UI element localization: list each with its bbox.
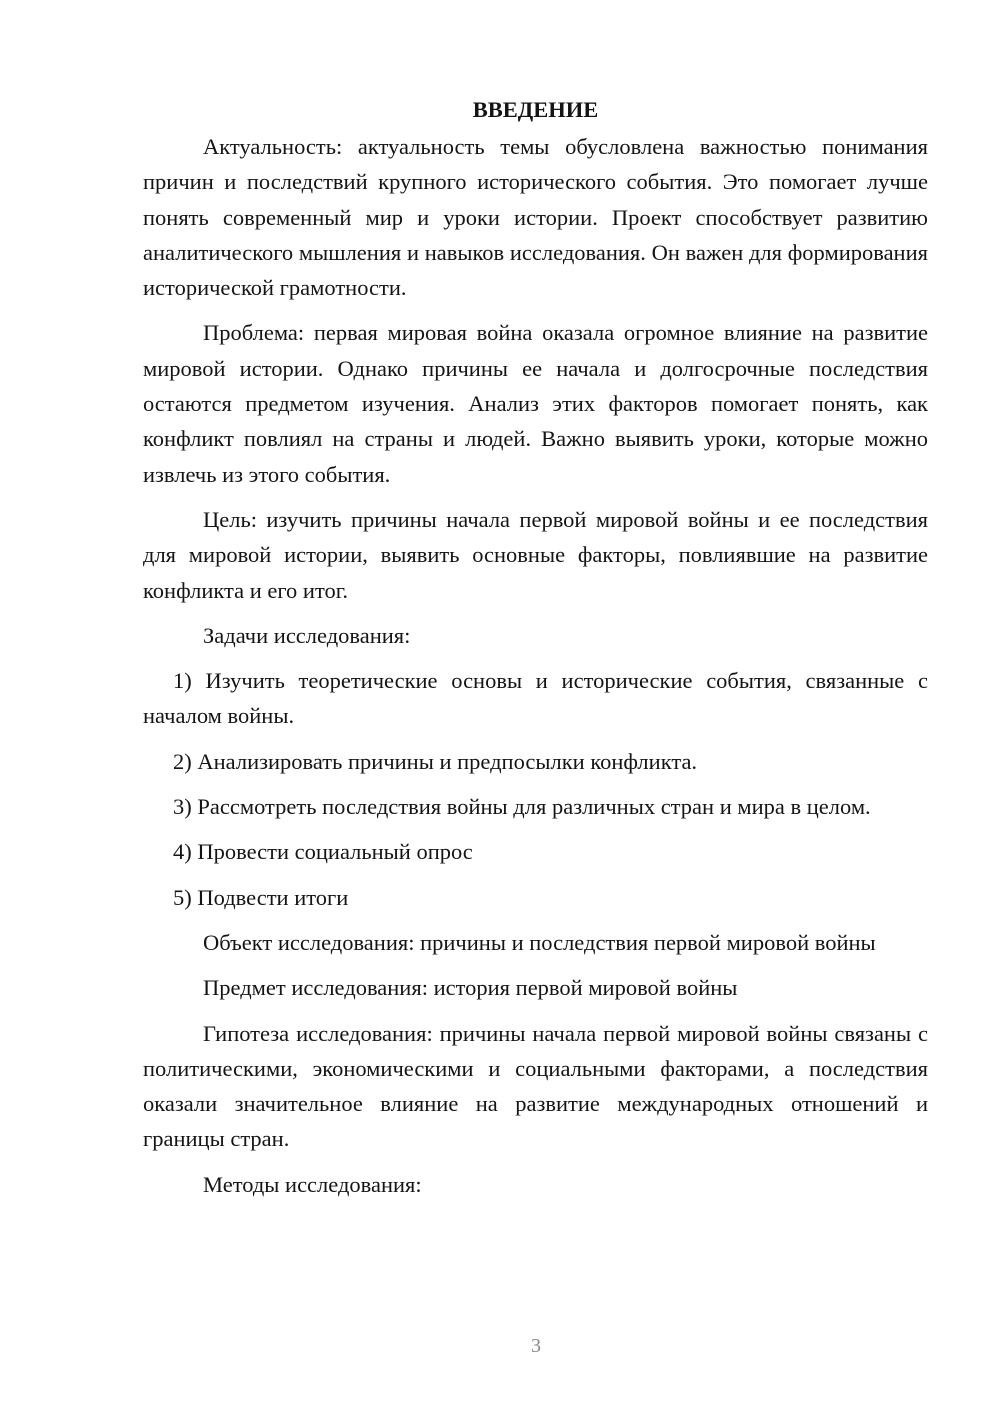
paragraph-object: Объект исследования: причины и последствия первой мировой войны (203, 929, 876, 955)
paragraph-subject: Предмет исследования: история первой мировой войны (203, 975, 738, 1001)
section-heading: ВВЕДЕНИЕ (472, 97, 599, 122)
task-item-5: 5) Подвести итоги (173, 884, 349, 910)
paragraph-goal: Цель: изучить причины начала первой мировой войны и ее последствия для мировой истории, выявить основные факторы, повлиявшие на развитие конфликта и его итог. (143, 506, 928, 603)
paragraph-tasks-heading: Задачи исследования: (203, 622, 411, 648)
page-number: 3 (531, 1335, 541, 1357)
task-item-1: 1) Изучить теоретические основы и исторические события, связанные с началом войны. (143, 668, 928, 729)
task-item-2: 2) Анализировать причины и предпосылки конфликта. (173, 748, 698, 774)
paragraph-hypothesis: Гипотеза исследования: причины начала первой мировой войны связаны с политическими, экономическими и социальными факторами, а последствия оказали значительное влияние на развитие международных отношений и границы стран. (143, 1020, 928, 1152)
text-column (143, 92, 928, 1212)
paragraph-relevance: Актуальность: актуальность темы обусловлена важностью понимания причин и последствий крупного исторического события. Это помогает лучше понять современный мир и уроки истории. Проект способствует развитию аналитического мышления и навыков исследования. Он важен для формирования исторической грамотности. (143, 134, 928, 301)
task-item-4: 4) Провести социальный опрос (173, 839, 473, 865)
paragraph-methods: Методы исследования: (203, 1171, 422, 1197)
paragraph-problem: Проблема: первая мировая война оказала огромное влияние на развитие мировой истории. Однако причины ее начала и долгосрочные последствия остаются предметом изучения. Анализ этих факторов помогает понять, как конфликт повлиял на страны и людей. Важно выявить уроки, которые можно извлечь из этого события. (143, 320, 928, 487)
task-item-3: 3) Рассмотреть последствия войны для различных стран и мира в целом. (173, 794, 871, 820)
